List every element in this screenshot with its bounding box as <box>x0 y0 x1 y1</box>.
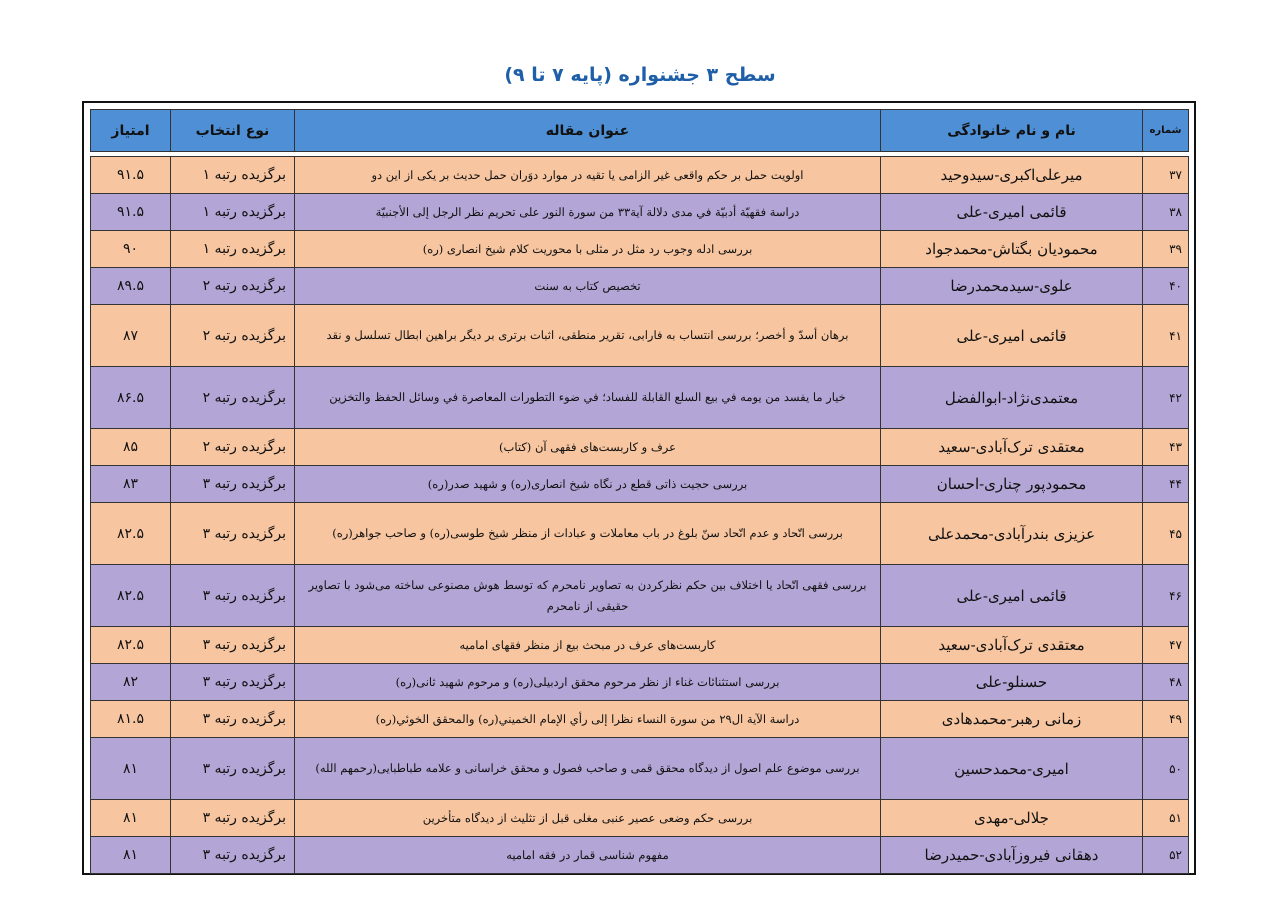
table-row <box>91 157 1189 194</box>
row-number: ۴۱ <box>1143 305 1189 367</box>
row-score: ۸۲.۵ <box>91 503 171 565</box>
table-row <box>91 701 1189 738</box>
table-row <box>91 800 1189 837</box>
row-number: ۳۷ <box>1143 157 1189 194</box>
row-score: ۸۲.۵ <box>91 565 171 627</box>
row-score: ۹۱.۵ <box>91 194 171 231</box>
header-title: عنوان مقاله <box>295 110 881 152</box>
row-name: محمودیان بگتاش-محمدجواد <box>881 231 1143 268</box>
row-title: تخصیص کتاب به سنت <box>295 268 881 305</box>
header-score: امتیاز <box>91 110 171 152</box>
row-name: دهقانی فیروزآبادی-حمیدرضا <box>881 837 1143 874</box>
row-selection: برگزیده رتبه ۳ <box>171 503 295 565</box>
table-row <box>91 627 1189 664</box>
row-selection: برگزیده رتبه ۳ <box>171 466 295 503</box>
row-selection: برگزیده رتبه ۳ <box>171 738 295 800</box>
row-name: قائمی امیری-علی <box>881 305 1143 367</box>
row-score: ۹۱.۵ <box>91 157 171 194</box>
table-row <box>91 305 1189 367</box>
row-selection: برگزیده رتبه ۳ <box>171 664 295 701</box>
row-name: زمانی رهبر-محمدهادی <box>881 701 1143 738</box>
table-row <box>91 429 1189 466</box>
row-score: ۸۵ <box>91 429 171 466</box>
row-title: مفهوم شناسی قمار در فقه امامیه <box>295 837 881 874</box>
row-score: ۸۱ <box>91 837 171 874</box>
row-name: علوی-سیدمحمدرضا <box>881 268 1143 305</box>
row-score: ۸۹.۵ <box>91 268 171 305</box>
row-name: امیری-محمدحسین <box>881 738 1143 800</box>
row-score: ۸۶.۵ <box>91 367 171 429</box>
row-number: ۳۹ <box>1143 231 1189 268</box>
row-number: ۴۹ <box>1143 701 1189 738</box>
row-name: معتقدی ترک‌آبادی-سعید <box>881 429 1143 466</box>
row-title: خيار ما يفسد من يومه في بيع السلع القابلة للفساد؛ في ضوء التطورات المعاصرة في وسائل الحفظ والتخزين <box>295 367 881 429</box>
header-name: نام و نام خانوادگی <box>881 110 1143 152</box>
row-name: عزیزی بندرآبادی-محمدعلی <box>881 503 1143 565</box>
row-name: میرعلی‌اکبری-سیدوحید <box>881 157 1143 194</box>
row-selection: برگزیده رتبه ۳ <box>171 565 295 627</box>
header-number: شماره <box>1143 110 1189 152</box>
row-number: ۴۷ <box>1143 627 1189 664</box>
row-title: دراسة الآية ال۲۹ من سورة النساء نظرا إلى رأي الإمام الخميني(ره) والمحقق الخوئي(ره) <box>295 701 881 738</box>
row-selection: برگزیده رتبه ۲ <box>171 305 295 367</box>
row-score: ۸۱ <box>91 738 171 800</box>
row-name: محمودپور چناری-احسان <box>881 466 1143 503</box>
row-title: بررسی اتّحاد و عدم اتّحاد سنّ بلوغ در باب معاملات و عبادات از منظر شیخ طوسی(ره) و صاحب جواهر(ره) <box>295 503 881 565</box>
row-title: بررسی حکم وضعی عصیر عنبی مغلی قبل از تثلیث از دیدگاه متأخرین <box>295 800 881 837</box>
row-number: ۵۰ <box>1143 738 1189 800</box>
row-name: معتقدی ترک‌آبادی-سعید <box>881 627 1143 664</box>
row-selection: برگزیده رتبه ۱ <box>171 157 295 194</box>
table-row <box>91 738 1189 800</box>
table-row <box>91 837 1189 874</box>
table-header-row <box>91 110 1189 152</box>
row-number: ۴۲ <box>1143 367 1189 429</box>
row-title: بررسی استثنائات غناء از نظر مرحوم محقق اردبیلی(ره) و مرحوم شهید ثانی(ره) <box>295 664 881 701</box>
row-number: ۵۱ <box>1143 800 1189 837</box>
row-selection: برگزیده رتبه ۲ <box>171 367 295 429</box>
row-score: ۸۲.۵ <box>91 627 171 664</box>
table-row <box>91 367 1189 429</box>
row-selection: برگزیده رتبه ۳ <box>171 800 295 837</box>
row-number: ۳۸ <box>1143 194 1189 231</box>
row-selection: برگزیده رتبه ۲ <box>171 268 295 305</box>
row-title: بررسی حجیت ذاتی قطع در نگاه شیخ انصاری(ره) و شهید صدر(ره) <box>295 466 881 503</box>
row-name: جلالی-مهدی <box>881 800 1143 837</box>
row-score: ۸۲ <box>91 664 171 701</box>
row-name: قائمی امیری-علی <box>881 565 1143 627</box>
table-row <box>91 466 1189 503</box>
row-score: ۸۱ <box>91 800 171 837</box>
row-name: معتمدی‌نژاد-ابوالفضل <box>881 367 1143 429</box>
row-title: عرف و کاربست‌های فقهی آن (کتاب) <box>295 429 881 466</box>
table-row <box>91 565 1189 627</box>
row-score: ۸۱.۵ <box>91 701 171 738</box>
row-title: برهان أسدّ و أخصر؛ بررسی انتساب به فارابی، تقریر منطقی، اثبات برتری بر دیگر براهین ابطال تسلسل و نقد <box>295 305 881 367</box>
row-number: ۴۶ <box>1143 565 1189 627</box>
results-table <box>90 109 1189 874</box>
row-selection: برگزیده رتبه ۱ <box>171 231 295 268</box>
row-selection: برگزیده رتبه ۲ <box>171 429 295 466</box>
row-title: بررسی موضوع علم اصول از دیدگاه محقق قمی و صاحب فصول و محقق خراسانی و علامه طباطبایی(رحمهم الله) <box>295 738 881 800</box>
row-number: ۴۸ <box>1143 664 1189 701</box>
row-score: ۹۰ <box>91 231 171 268</box>
row-selection: برگزیده رتبه ۳ <box>171 837 295 874</box>
page-title: سطح ۳ جشنواره (پایه ۷ تا ۹) <box>504 64 776 86</box>
table-row <box>91 268 1189 305</box>
row-name: حسنلو-علی <box>881 664 1143 701</box>
row-number: ۵۲ <box>1143 837 1189 874</box>
table-row <box>91 231 1189 268</box>
row-name: قائمی امیری-علی <box>881 194 1143 231</box>
header-selection: نوع انتخاب <box>171 110 295 152</box>
row-number: ۴۴ <box>1143 466 1189 503</box>
row-score: ۸۷ <box>91 305 171 367</box>
row-score: ۸۳ <box>91 466 171 503</box>
row-title: بررسی فقهی اتّحاد یا اختلاف بین حکم نظرکردن به تصاویر نامحرم که توسط هوش مصنوعی ساخته می‌شود با تصاویر حقیقی از نامحرم <box>295 565 881 627</box>
row-number: ۴۳ <box>1143 429 1189 466</box>
row-title: بررسی ادله وجوب رد مثل در مثلی با محوریت کلام شیخ انصاری (ره) <box>295 231 881 268</box>
row-number: ۴۵ <box>1143 503 1189 565</box>
table-row <box>91 503 1189 565</box>
row-title: کاربست‌های عرف در مبحث بیع از منظر فقهای امامیه <box>295 627 881 664</box>
table-body <box>91 157 1189 874</box>
results-table-frame <box>82 101 1196 875</box>
row-title: اولویت حمل بر حکم واقعی غیر الزامی یا تقیه در موارد دوَران حمل حدیث بر یکی از این دو <box>295 157 881 194</box>
row-selection: برگزیده رتبه ۳ <box>171 627 295 664</box>
row-selection: برگزیده رتبه ۳ <box>171 701 295 738</box>
table-row <box>91 194 1189 231</box>
row-title: دراسة فقهيّة أدبيّة في مدى دلالة آية۳۳ من سورة النور على تحريم نظر الرجل إلى الأجنبيّة <box>295 194 881 231</box>
table-row <box>91 664 1189 701</box>
row-selection: برگزیده رتبه ۱ <box>171 194 295 231</box>
row-number: ۴۰ <box>1143 268 1189 305</box>
